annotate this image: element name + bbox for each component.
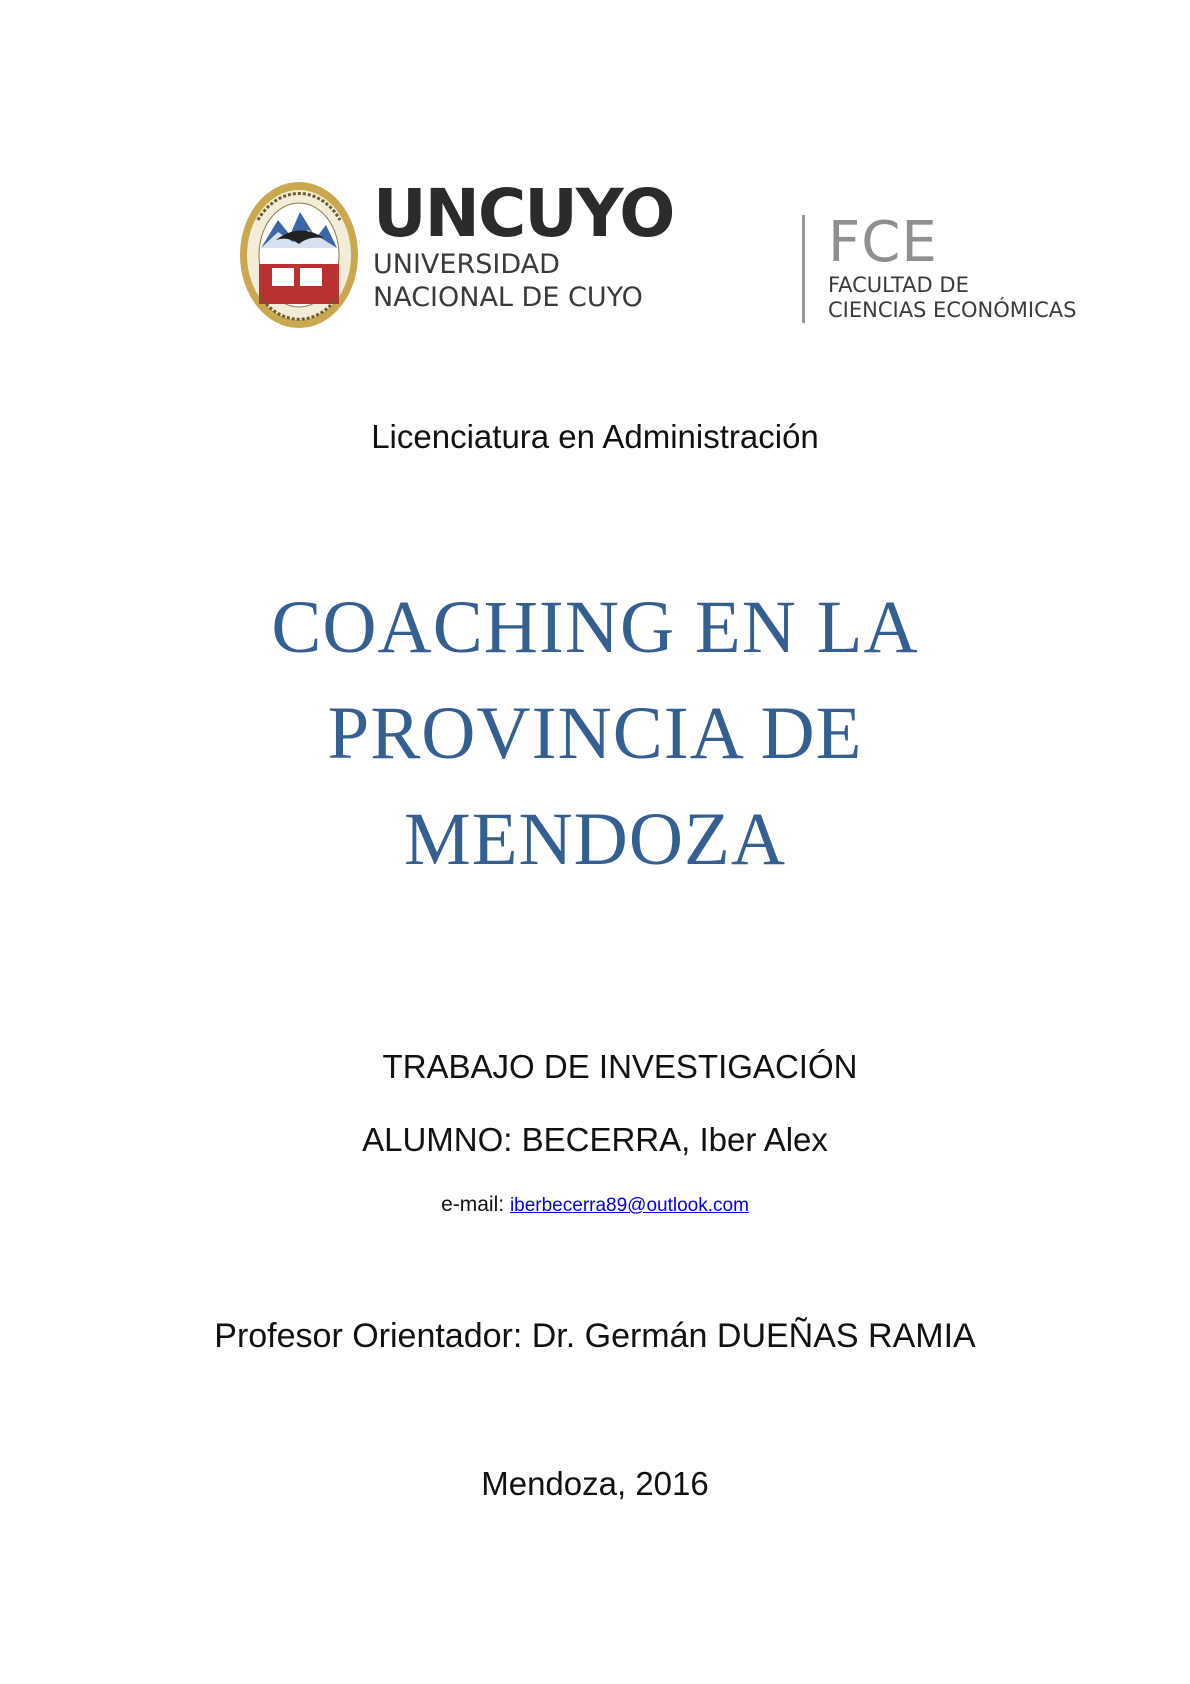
fce-line-1: FACULTAD DE <box>828 273 969 297</box>
fce-line-2: CIENCIAS ECONÓMICAS <box>828 298 1077 322</box>
work-type: TRABAJO DE INVESTIGACIÓN <box>382 1048 858 1085</box>
uncuyo-line-2: NACIONAL DE CUYO <box>373 282 643 313</box>
logo-divider <box>802 215 805 323</box>
email-row <box>0 1193 1190 1217</box>
header-logos <box>0 170 1190 340</box>
career-name: Licenciatura en Administración <box>371 418 819 455</box>
email-label: e-mail: <box>441 1193 505 1216</box>
uncuyo-logo <box>373 175 674 314</box>
document-title <box>0 575 1190 893</box>
student-name: ALUMNO: BECERRA, Iber Alex <box>362 1121 828 1158</box>
email-link[interactable]: iberbecerra89@outlook.com <box>509 1195 749 1216</box>
title-line-3: MENDOZA <box>404 798 786 881</box>
title-line-2: PROVINCIA DE <box>327 692 863 775</box>
advisor-name: Profesor Orientador: Dr. Germán DUEÑAS RAMIA <box>214 1317 976 1355</box>
place-date: Mendoza, 2016 <box>481 1465 709 1502</box>
uncuyo-wordmark: UNCUYO <box>373 175 674 252</box>
title-line-1: COACHING EN LA <box>271 586 919 669</box>
fce-logo <box>828 210 1077 323</box>
university-seal-icon <box>238 180 360 330</box>
fce-wordmark: FCE <box>828 210 938 275</box>
uncuyo-line-1: UNIVERSIDAD <box>373 249 560 280</box>
